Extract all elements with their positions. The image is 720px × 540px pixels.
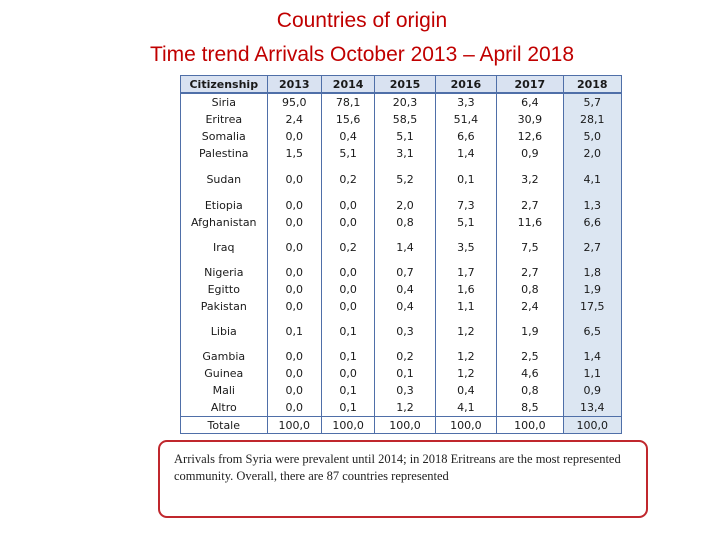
table-total-row bbox=[181, 417, 622, 434]
value-cell: 6,6 bbox=[563, 214, 621, 231]
value-cell: 0,0 bbox=[267, 365, 321, 382]
value-cell: 1,7 bbox=[435, 264, 496, 281]
table-row bbox=[181, 93, 622, 111]
value-cell: 1,3 bbox=[563, 197, 621, 214]
value-cell: 2,5 bbox=[497, 348, 563, 365]
country-cell: Guinea bbox=[181, 365, 268, 382]
value-cell: 2,7 bbox=[497, 264, 563, 281]
value-cell: 4,1 bbox=[435, 399, 496, 417]
value-cell: 5,1 bbox=[321, 145, 374, 162]
value-cell: 6,6 bbox=[435, 128, 496, 145]
value-cell: 20,3 bbox=[375, 93, 435, 111]
total-value: 100,0 bbox=[321, 417, 374, 434]
header-year: 2014 bbox=[321, 76, 374, 94]
value-cell: 1,5 bbox=[267, 145, 321, 162]
value-cell: 30,9 bbox=[497, 111, 563, 128]
header-year: 2017 bbox=[497, 76, 563, 94]
page-title: Countries of origin bbox=[276, 9, 448, 32]
value-cell: 2,7 bbox=[497, 197, 563, 214]
value-cell: 17,5 bbox=[563, 298, 621, 315]
country-cell: Egitto bbox=[181, 281, 268, 298]
value-cell: 78,1 bbox=[321, 93, 374, 111]
value-cell: 0,9 bbox=[497, 145, 563, 162]
value-cell: 0,0 bbox=[267, 197, 321, 214]
total-value: 100,0 bbox=[375, 417, 435, 434]
table-row bbox=[181, 382, 622, 399]
value-cell: 1,8 bbox=[563, 264, 621, 281]
value-cell: 0,0 bbox=[321, 281, 374, 298]
country-cell: Afghanistan bbox=[181, 214, 268, 231]
table-row bbox=[181, 298, 622, 315]
country-cell: Siria bbox=[181, 93, 268, 111]
note-box bbox=[158, 440, 648, 518]
country-cell: Iraq bbox=[181, 231, 268, 264]
country-cell: Etiopia bbox=[181, 197, 268, 214]
value-cell: 0,0 bbox=[267, 399, 321, 417]
table-row bbox=[181, 111, 622, 128]
value-cell: 0,8 bbox=[375, 214, 435, 231]
value-cell: 0,0 bbox=[267, 281, 321, 298]
value-cell: 3,1 bbox=[375, 145, 435, 162]
header-year: 2016 bbox=[435, 76, 496, 94]
value-cell: 0,4 bbox=[435, 382, 496, 399]
value-cell: 0,0 bbox=[321, 298, 374, 315]
total-value: 100,0 bbox=[435, 417, 496, 434]
value-cell: 5,2 bbox=[375, 162, 435, 197]
value-cell: 0,0 bbox=[267, 382, 321, 399]
value-cell: 0,0 bbox=[267, 264, 321, 281]
value-cell: 0,1 bbox=[321, 399, 374, 417]
arrivals-table bbox=[180, 75, 622, 434]
value-cell: 0,0 bbox=[321, 214, 374, 231]
page-subtitle: Time trend Arrivals October 2013 – April 2018 bbox=[149, 43, 575, 66]
value-cell: 0,2 bbox=[321, 162, 374, 197]
value-cell: 6,4 bbox=[497, 93, 563, 111]
value-cell: 0,4 bbox=[321, 128, 374, 145]
total-value: 100,0 bbox=[563, 417, 621, 434]
value-cell: 51,4 bbox=[435, 111, 496, 128]
value-cell: 95,0 bbox=[267, 93, 321, 111]
value-cell: 3,5 bbox=[435, 231, 496, 264]
value-cell: 5,0 bbox=[563, 128, 621, 145]
value-cell: 0,0 bbox=[267, 298, 321, 315]
value-cell: 6,5 bbox=[563, 315, 621, 348]
value-cell: 5,1 bbox=[375, 128, 435, 145]
table-row bbox=[181, 399, 622, 417]
value-cell: 3,2 bbox=[497, 162, 563, 197]
value-cell: 0,0 bbox=[267, 231, 321, 264]
table-row bbox=[181, 231, 622, 264]
value-cell: 5,7 bbox=[563, 93, 621, 111]
value-cell: 2,7 bbox=[563, 231, 621, 264]
value-cell: 0,8 bbox=[497, 382, 563, 399]
value-cell: 0,0 bbox=[321, 365, 374, 382]
table-row bbox=[181, 365, 622, 382]
value-cell: 1,4 bbox=[435, 145, 496, 162]
value-cell: 0,1 bbox=[321, 315, 374, 348]
value-cell: 1,9 bbox=[563, 281, 621, 298]
table-row bbox=[181, 348, 622, 365]
table-row bbox=[181, 281, 622, 298]
value-cell: 0,0 bbox=[321, 197, 374, 214]
value-cell: 0,7 bbox=[375, 264, 435, 281]
value-cell: 1,4 bbox=[375, 231, 435, 264]
value-cell: 3,3 bbox=[435, 93, 496, 111]
value-cell: 1,2 bbox=[435, 348, 496, 365]
table-row bbox=[181, 128, 622, 145]
value-cell: 0,0 bbox=[267, 348, 321, 365]
country-cell: Somalia bbox=[181, 128, 268, 145]
value-cell: 1,9 bbox=[497, 315, 563, 348]
country-cell: Sudan bbox=[181, 162, 268, 197]
value-cell: 0,1 bbox=[267, 315, 321, 348]
value-cell: 1,2 bbox=[435, 365, 496, 382]
total-value: 100,0 bbox=[267, 417, 321, 434]
value-cell: 2,4 bbox=[267, 111, 321, 128]
value-cell: 0,4 bbox=[375, 281, 435, 298]
header-citizenship: Citizenship bbox=[181, 76, 268, 94]
table-row bbox=[181, 197, 622, 214]
value-cell: 28,1 bbox=[563, 111, 621, 128]
value-cell: 0,1 bbox=[435, 162, 496, 197]
value-cell: 13,4 bbox=[563, 399, 621, 417]
value-cell: 0,3 bbox=[375, 382, 435, 399]
value-cell: 11,6 bbox=[497, 214, 563, 231]
value-cell: 7,5 bbox=[497, 231, 563, 264]
value-cell: 0,0 bbox=[267, 128, 321, 145]
value-cell: 1,6 bbox=[435, 281, 496, 298]
country-cell: Libia bbox=[181, 315, 268, 348]
value-cell: 0,2 bbox=[375, 348, 435, 365]
value-cell: 0,4 bbox=[375, 298, 435, 315]
value-cell: 1,1 bbox=[563, 365, 621, 382]
header-year: 2018 bbox=[563, 76, 621, 94]
total-label: Totale bbox=[181, 417, 268, 434]
value-cell: 0,2 bbox=[321, 231, 374, 264]
country-cell: Pakistan bbox=[181, 298, 268, 315]
country-cell: Nigeria bbox=[181, 264, 268, 281]
country-cell: Palestina bbox=[181, 145, 268, 162]
value-cell: 2,0 bbox=[563, 145, 621, 162]
value-cell: 7,3 bbox=[435, 197, 496, 214]
value-cell: 0,1 bbox=[321, 348, 374, 365]
value-cell: 1,2 bbox=[375, 399, 435, 417]
table-row bbox=[181, 145, 622, 162]
value-cell: 1,4 bbox=[563, 348, 621, 365]
value-cell: 1,2 bbox=[435, 315, 496, 348]
value-cell: 2,0 bbox=[375, 197, 435, 214]
header-year: 2015 bbox=[375, 76, 435, 94]
header-year: 2013 bbox=[267, 76, 321, 94]
table-row bbox=[181, 214, 622, 231]
country-cell: Eritrea bbox=[181, 111, 268, 128]
value-cell: 0,3 bbox=[375, 315, 435, 348]
value-cell: 0,0 bbox=[321, 264, 374, 281]
value-cell: 4,1 bbox=[563, 162, 621, 197]
value-cell: 15,6 bbox=[321, 111, 374, 128]
value-cell: 2,4 bbox=[497, 298, 563, 315]
value-cell: 5,1 bbox=[435, 214, 496, 231]
value-cell: 0,1 bbox=[321, 382, 374, 399]
country-cell: Gambia bbox=[181, 348, 268, 365]
total-value: 100,0 bbox=[497, 417, 563, 434]
value-cell: 58,5 bbox=[375, 111, 435, 128]
note-text: Arrivals from Syria were prevalent until 2014; in 2018 Eritreans are the most represented community. Overall, there are 87 countries represented bbox=[174, 452, 621, 483]
value-cell: 8,5 bbox=[497, 399, 563, 417]
value-cell: 0,1 bbox=[375, 365, 435, 382]
value-cell: 0,9 bbox=[563, 382, 621, 399]
value-cell: 12,6 bbox=[497, 128, 563, 145]
table-header-row bbox=[181, 76, 622, 94]
country-cell: Altro bbox=[181, 399, 268, 417]
table-row bbox=[181, 162, 622, 197]
value-cell: 0,0 bbox=[267, 214, 321, 231]
value-cell: 0,8 bbox=[497, 281, 563, 298]
value-cell: 4,6 bbox=[497, 365, 563, 382]
value-cell: 0,0 bbox=[267, 162, 321, 197]
table-row bbox=[181, 264, 622, 281]
value-cell: 1,1 bbox=[435, 298, 496, 315]
country-cell: Mali bbox=[181, 382, 268, 399]
table-row bbox=[181, 315, 622, 348]
